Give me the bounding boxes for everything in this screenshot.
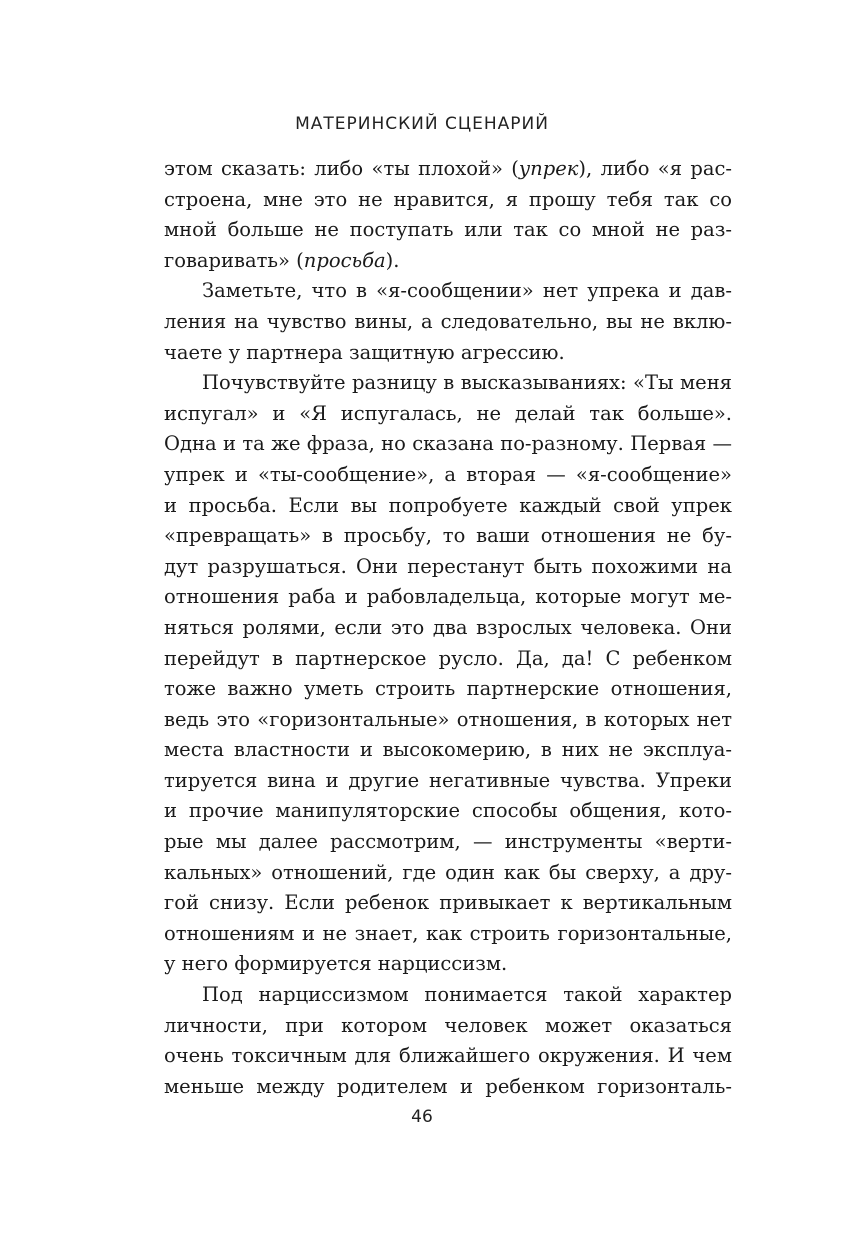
page-body-text: [164, 154, 732, 1102]
italic-word-request: просьба: [303, 248, 386, 272]
text-line: чаете у партнера защитную агрессию.: [164, 340, 565, 364]
text-line: няться ролями, если это два взрослых человека. Они: [164, 615, 732, 639]
text-line: отношениям и не знает, как строить горизонтальные,: [164, 921, 732, 945]
text-line: тируется вина и другие негативные чувства. Упреки: [164, 768, 732, 792]
text-line: тоже важно уметь строить партнерские отношения,: [164, 677, 732, 701]
text-line: отношения раба и рабовладельца, которые могут ме-: [164, 585, 732, 609]
text-line: гой снизу. Если ребенок привыкает к вертикальным: [164, 891, 732, 915]
text-line: Почувствуйте разницу в высказываниях: «Ты меня: [202, 371, 732, 395]
text-line: меньше между родителем и ребенком горизонталь-: [164, 1074, 732, 1098]
text-line: кальных» отношений, где один как бы сверху, а дру-: [164, 860, 732, 884]
page-number: 46: [411, 1107, 433, 1127]
text-line: и просьба. Если вы попробуете каждый свой упрек: [164, 493, 732, 517]
text-line: мной больше не поступать или так со мной не раз-: [164, 218, 732, 242]
text-line: и прочие манипуляторские способы общения, кото-: [164, 799, 732, 823]
text-line: ления на чувство вины, а следовательно, вы не вклю-: [164, 309, 732, 333]
italic-word-reproach: упрек: [518, 157, 579, 180]
text-line: личности, при котором человек может оказаться: [164, 1013, 732, 1037]
text-line: Под нарциссизмом понимается такой характер: [202, 983, 732, 1007]
text-line: дут разрушаться. Они перестанут быть похожими на: [164, 554, 732, 578]
text-line: места властности и высокомерию, в них не эксплуа-: [164, 738, 732, 762]
text-line: Заметьте, что в «я-сообщении» нет упрека и дав-: [202, 279, 732, 303]
text-line: «превращать» в просьбу, то ваши отношения не бу-: [164, 524, 732, 548]
text-line-1: этом сказать: либо «ты плохой» (упрек), либо «я рас-: [164, 157, 732, 180]
text-line: испугал» и «Я испугалась, не делай так больше».: [164, 401, 732, 425]
text-line: перейдут в партнерское русло. Да, да! С ребенком: [164, 646, 732, 670]
text-line: строена, мне это не нравится, я прошу тебя так со: [164, 187, 732, 211]
text-line: ведь это «горизонтальные» отношения, в которых нет: [164, 707, 732, 731]
running-header-title: МАТЕРИНСКИЙ СЦЕНАРИЙ: [295, 114, 549, 134]
text-line: Одна и та же фраза, но сказана по-разному. Первая —: [164, 432, 732, 456]
text-line-4: говаривать» (просьба).: [164, 248, 400, 272]
text-line: рые мы далее рассмотрим, — инструменты «верти-: [164, 830, 732, 854]
text-line: очень токсичным для ближайшего окружения. И чем: [164, 1044, 732, 1068]
text-line: у него формируется нарциссизм.: [164, 952, 508, 976]
text-line: упрек и «ты-сообщение», а вторая — «я-сообщение»: [164, 462, 732, 486]
